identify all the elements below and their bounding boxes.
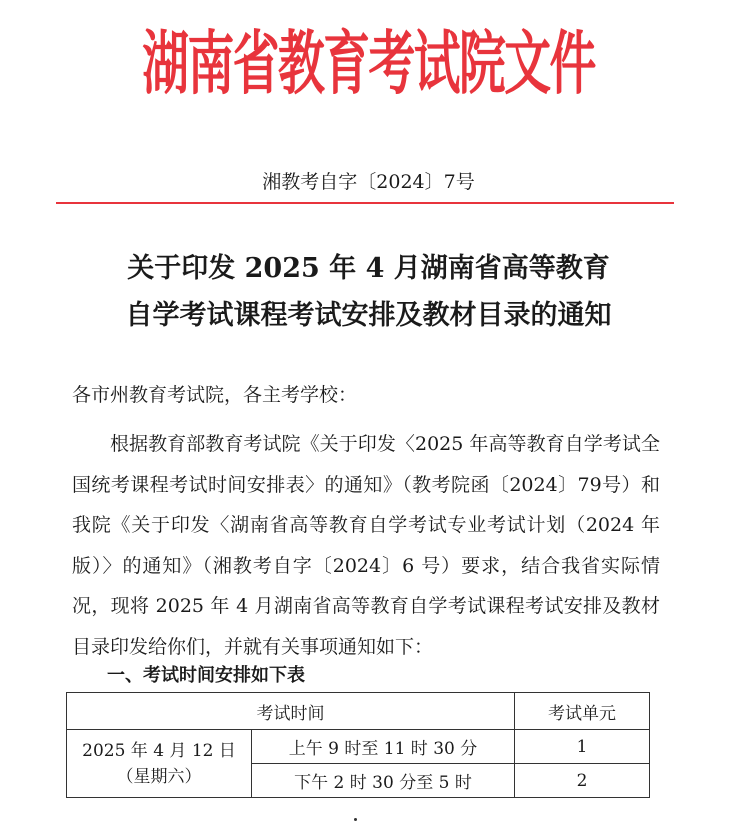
- exam-date-cell: [67, 730, 252, 798]
- exam-schedule-table: [66, 692, 650, 798]
- session-time: 上午 9 时至 11 时 30 分: [252, 730, 515, 764]
- header-exam-time: 考试时间: [67, 693, 515, 730]
- table-row: [67, 730, 650, 764]
- notice-title-line-2: 自学考试课程考试安排及教材目录的通知: [125, 300, 612, 331]
- table-header-row: [67, 693, 650, 730]
- document-masthead: 湖南省教育考试院文件: [142, 23, 595, 105]
- session-unit: 1: [515, 730, 650, 764]
- session-unit: 2: [515, 764, 650, 798]
- exam-weekday: （星期六）: [116, 766, 202, 787]
- session-time: 下午 2 时 30 分至 5 时: [252, 764, 515, 798]
- notice-title-line-1: 关于印发 2025 年 4 月湖南省高等教育: [127, 253, 610, 284]
- page-mark: [354, 818, 357, 821]
- header-exam-unit: 考试单元: [515, 693, 650, 730]
- document-number: 湘教考自字〔2024〕7号: [262, 171, 475, 193]
- section-heading-exam-schedule: 一、考试时间安排如下表: [107, 665, 305, 686]
- red-divider-line: [56, 202, 674, 204]
- salutation: 各市州教育考试院，各主考学校：: [72, 384, 358, 406]
- body-paragraph: 根据教育部教育考试院《关于印发〈2025 年高等教育自学考试全国统考课程考试时间安排表〉的通知》（教考院函〔2024〕79号）和我院《关于印发〈湖南省高等教育自学考试专业考试计划（2024 年版）〉的通知》（湘教考自字〔2024〕6 号）要求，结合我省实际情况，现将 2025 年 4 月湖南省高等教育自学考试课程考试安排及教材目录印发给你们，并就有关事项通知如下：: [72, 433, 660, 658]
- exam-date: 2025 年 4 月 12 日: [82, 740, 236, 761]
